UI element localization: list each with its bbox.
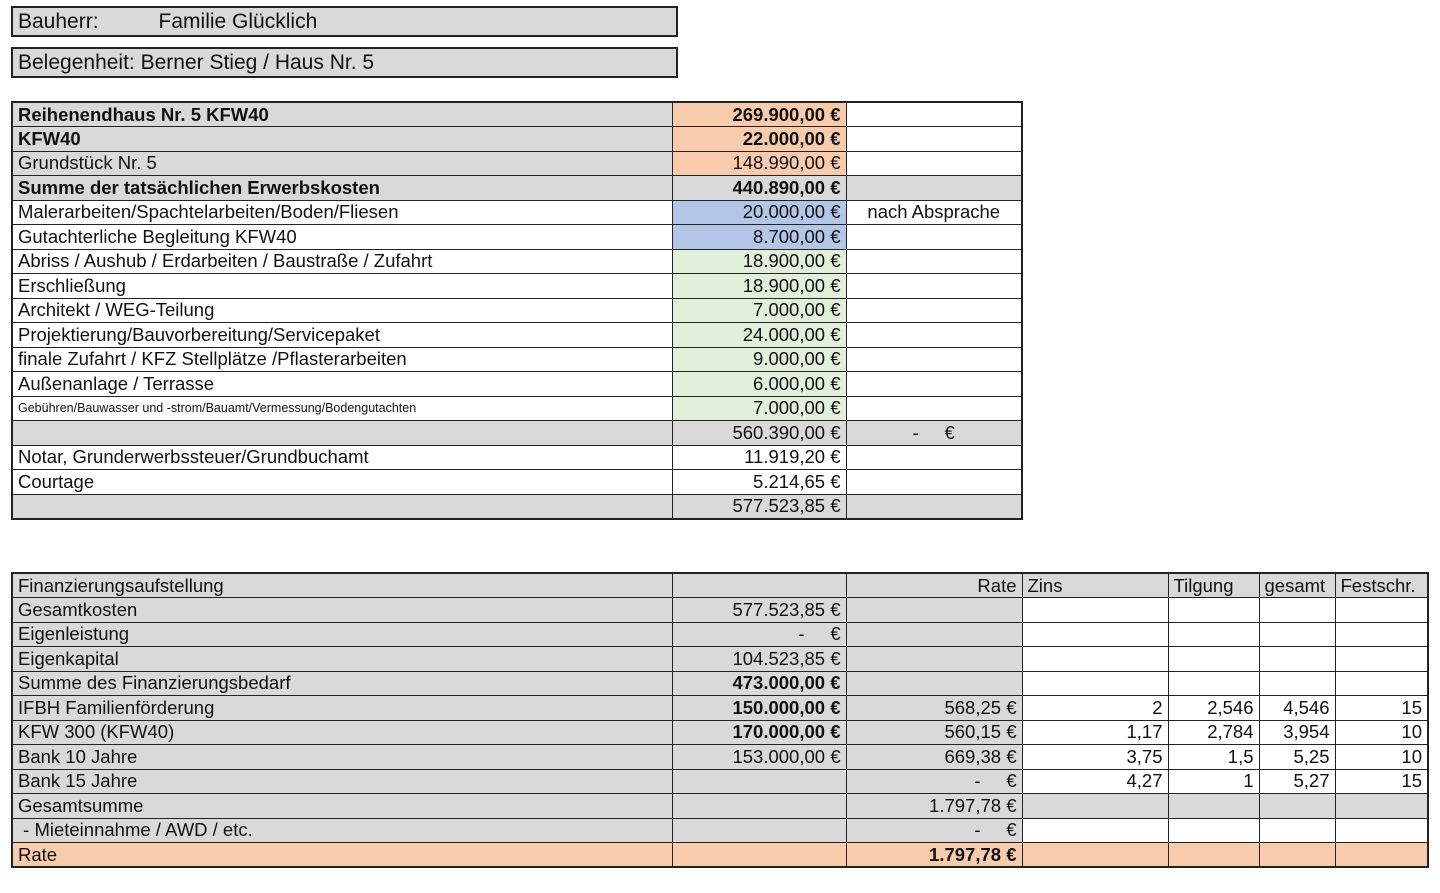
cost-note: [846, 151, 1022, 176]
cost-amount: 560.390,00 €: [672, 421, 846, 446]
fin-label: Summe des Finanzierungsbedarf: [12, 671, 672, 696]
cost-label: [12, 494, 672, 519]
col-header-festschr: Festschr.: [1335, 573, 1428, 598]
cost-note: [846, 274, 1022, 299]
cost-note: [846, 372, 1022, 397]
financing-table: [11, 572, 1429, 868]
fin-rate: [846, 622, 1022, 647]
fin-tilgung: 1: [1168, 769, 1259, 794]
cost-table: [11, 101, 1023, 520]
fin-zins: [1022, 671, 1168, 696]
table-row: [12, 323, 1022, 348]
cost-label: Grundstück Nr. 5: [12, 151, 672, 176]
cost-label: Außenanlage / Terrasse: [12, 372, 672, 397]
bauherr-value: Familie Glücklich: [158, 10, 318, 33]
cost-amount: 577.523,85 €: [672, 494, 846, 519]
fin-amount: 150.000,00 €: [672, 696, 846, 721]
cost-label: Projektierung/Bauvorbereitung/Servicepaket: [12, 323, 672, 348]
fin-tilgung: [1168, 671, 1259, 696]
fin-festschr: [1335, 818, 1428, 843]
col-header-rate: Rate: [846, 573, 1022, 598]
table-row: [12, 396, 1022, 421]
col-header-amount: [672, 573, 846, 598]
cost-label: Malerarbeiten/Spachtelarbeiten/Boden/Fliesen: [12, 200, 672, 225]
fin-amount: 104.523,85 €: [672, 647, 846, 672]
cost-label: finale Zufahrt / KFZ Stellplätze /Pflasterarbeiten: [12, 347, 672, 372]
table-row: [12, 794, 1428, 819]
fin-tilgung: [1168, 647, 1259, 672]
cost-label: Notar, Grunderwerbssteuer/Grundbuchamt: [12, 445, 672, 470]
table-row: [12, 127, 1022, 152]
table-row: [12, 298, 1022, 323]
cost-amount: 269.900,00 €: [672, 102, 846, 127]
fin-zins: 1,17: [1022, 720, 1168, 745]
fin-zins: [1022, 794, 1168, 819]
fin-amount: [672, 843, 846, 868]
cost-amount: 20.000,00 €: [672, 200, 846, 225]
table-row: [12, 151, 1022, 176]
belegenheit-value: Belegenheit: Berner Stieg / Haus Nr. 5: [18, 51, 375, 74]
cost-note: [846, 347, 1022, 372]
fin-label: Rate: [12, 843, 672, 868]
cost-amount: 24.000,00 €: [672, 323, 846, 348]
fin-gesamt: 5,27: [1259, 769, 1335, 794]
cost-label: Gebühren/Bauwasser und -strom/Bauamt/Vermessung/Bodengutachten: [12, 396, 672, 421]
cost-note: nach Absprache: [846, 200, 1022, 225]
table-row: [12, 102, 1022, 127]
cost-note: [846, 127, 1022, 152]
col-header-gesamt: gesamt: [1259, 573, 1335, 598]
table-row: [12, 769, 1428, 794]
fin-tilgung: [1168, 598, 1259, 623]
fin-gesamt: [1259, 622, 1335, 647]
fin-rate: - €: [846, 769, 1022, 794]
table-row: [12, 274, 1022, 299]
fin-festschr: 10: [1335, 720, 1428, 745]
table-row: [12, 647, 1428, 672]
fin-rate: 1.797,78 €: [846, 843, 1022, 868]
cost-amount: 440.890,00 €: [672, 176, 846, 201]
fin-label: - Mieteinnahme / AWD / etc.: [12, 818, 672, 843]
cost-label: Gutachterliche Begleitung KFW40: [12, 225, 672, 250]
fin-gesamt: [1259, 598, 1335, 623]
col-header-tilgung: Tilgung: [1168, 573, 1259, 598]
table-row: [12, 347, 1022, 372]
cost-amount: 18.900,00 €: [672, 274, 846, 299]
fin-gesamt: [1259, 843, 1335, 868]
fin-rate: 560,15 €: [846, 720, 1022, 745]
table-row: [12, 671, 1428, 696]
cost-amount: 9.000,00 €: [672, 347, 846, 372]
table-row: [12, 421, 1022, 446]
fin-festschr: [1335, 598, 1428, 623]
fin-label: Eigenleistung: [12, 622, 672, 647]
fin-label: Eigenkapital: [12, 647, 672, 672]
fin-zins: [1022, 818, 1168, 843]
cost-label: Courtage: [12, 470, 672, 495]
fin-gesamt: 3,954: [1259, 720, 1335, 745]
fin-rate: 669,38 €: [846, 745, 1022, 770]
table-row: [12, 445, 1022, 470]
fin-amount: 170.000,00 €: [672, 720, 846, 745]
cost-amount: 7.000,00 €: [672, 396, 846, 421]
fin-zins: [1022, 622, 1168, 647]
cost-label: [12, 421, 672, 446]
fin-zins: 2: [1022, 696, 1168, 721]
cost-label: Erschließung: [12, 274, 672, 299]
fin-gesamt: [1259, 818, 1335, 843]
table-row: [12, 843, 1428, 868]
fin-label: Gesamtsumme: [12, 794, 672, 819]
fin-rate: [846, 598, 1022, 623]
fin-label: KFW 300 (KFW40): [12, 720, 672, 745]
col-header-zins: Zins: [1022, 573, 1168, 598]
table-row: [12, 200, 1022, 225]
fin-gesamt: 5,25: [1259, 745, 1335, 770]
cost-amount: 18.900,00 €: [672, 249, 846, 274]
fin-label: Bank 15 Jahre: [12, 769, 672, 794]
fin-zins: 3,75: [1022, 745, 1168, 770]
fin-tilgung: [1168, 818, 1259, 843]
fin-gesamt: [1259, 647, 1335, 672]
fin-tilgung: [1168, 622, 1259, 647]
fin-amount: 153.000,00 €: [672, 745, 846, 770]
fin-rate: [846, 671, 1022, 696]
fin-festschr: [1335, 622, 1428, 647]
fin-amount: [672, 818, 846, 843]
fin-amount: - €: [672, 622, 846, 647]
table-row: [12, 818, 1428, 843]
fin-rate: 1.797,78 €: [846, 794, 1022, 819]
cost-amount: 6.000,00 €: [672, 372, 846, 397]
fin-festschr: [1335, 647, 1428, 672]
cost-label: KFW40: [12, 127, 672, 152]
table-row: [12, 622, 1428, 647]
cost-note: [846, 249, 1022, 274]
fin-tilgung: [1168, 843, 1259, 868]
cost-note: [846, 176, 1022, 201]
fin-zins: 4,27: [1022, 769, 1168, 794]
belegenheit-header: [11, 47, 678, 78]
cost-amount: 148.990,00 €: [672, 151, 846, 176]
cost-note: - €: [846, 421, 1022, 446]
cost-note: [846, 396, 1022, 421]
fin-tilgung: [1168, 794, 1259, 819]
cost-note: [846, 323, 1022, 348]
table-row: [12, 598, 1428, 623]
fin-zins: [1022, 598, 1168, 623]
fin-amount: [672, 769, 846, 794]
fin-amount: [672, 794, 846, 819]
fin-festschr: [1335, 794, 1428, 819]
cost-amount: 7.000,00 €: [672, 298, 846, 323]
fin-gesamt: [1259, 671, 1335, 696]
col-header-label: Finanzierungsaufstellung: [12, 573, 672, 598]
cost-label: Abriss / Aushub / Erdarbeiten / Baustraße / Zufahrt: [12, 249, 672, 274]
cost-label: Summe der tatsächlichen Erwerbskosten: [12, 176, 672, 201]
cost-note: [846, 494, 1022, 519]
fin-tilgung: 2,546: [1168, 696, 1259, 721]
fin-amount: 473.000,00 €: [672, 671, 846, 696]
fin-amount: 577.523,85 €: [672, 598, 846, 623]
fin-gesamt: [1259, 794, 1335, 819]
cost-note: [846, 445, 1022, 470]
table-row: [12, 745, 1428, 770]
fin-zins: [1022, 647, 1168, 672]
fin-festschr: 15: [1335, 769, 1428, 794]
cost-amount: 22.000,00 €: [672, 127, 846, 152]
table-row: [12, 696, 1428, 721]
fin-rate: - €: [846, 818, 1022, 843]
table-row: [12, 470, 1022, 495]
cost-label: Architekt / WEG-Teilung: [12, 298, 672, 323]
cost-amount: 11.919,20 €: [672, 445, 846, 470]
fin-gesamt: 4,546: [1259, 696, 1335, 721]
fin-festschr: [1335, 843, 1428, 868]
bauherr-label: Bauherr:: [18, 10, 99, 33]
fin-label: Gesamtkosten: [12, 598, 672, 623]
table-row: [12, 372, 1022, 397]
cost-amount: 5.214,65 €: [672, 470, 846, 495]
table-row: [12, 494, 1022, 519]
fin-festschr: 15: [1335, 696, 1428, 721]
table-row: [12, 249, 1022, 274]
fin-tilgung: 2,784: [1168, 720, 1259, 745]
fin-festschr: [1335, 671, 1428, 696]
fin-tilgung: 1,5: [1168, 745, 1259, 770]
cost-note: [846, 298, 1022, 323]
table-row: [12, 720, 1428, 745]
bauherr-header: [11, 6, 678, 37]
financing-header-row: [12, 573, 1428, 598]
table-row: [12, 176, 1022, 201]
fin-festschr: 10: [1335, 745, 1428, 770]
fin-zins: [1022, 843, 1168, 868]
fin-label: IFBH Familienförderung: [12, 696, 672, 721]
cost-note: [846, 470, 1022, 495]
fin-label: Bank 10 Jahre: [12, 745, 672, 770]
fin-rate: 568,25 €: [846, 696, 1022, 721]
cost-note: [846, 102, 1022, 127]
fin-rate: [846, 647, 1022, 672]
table-row: [12, 225, 1022, 250]
cost-amount: 8.700,00 €: [672, 225, 846, 250]
cost-label: Reihenendhaus Nr. 5 KFW40: [12, 102, 672, 127]
cost-note: [846, 225, 1022, 250]
